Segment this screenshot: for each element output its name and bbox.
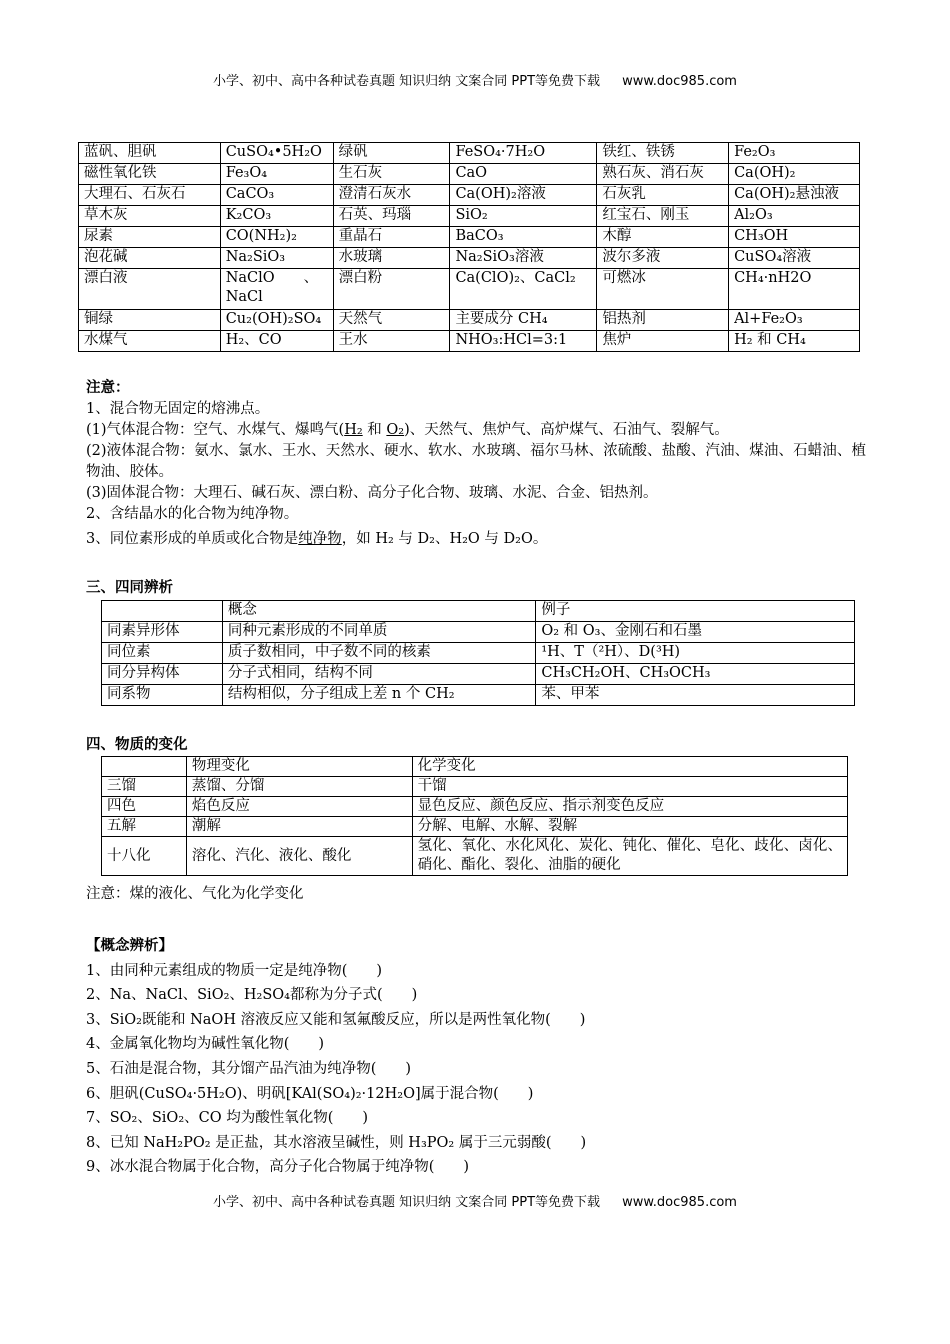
common-name-cell: 王水 [333,331,450,352]
change-header-row [102,757,848,777]
notes-line-2 [86,420,866,441]
formula-cell: Ca(OH)₂悬浊液 [729,185,860,206]
formula-cell: H₂ 和 CH₄ [729,331,860,352]
change-header-cell [102,757,187,777]
change-row [102,837,848,876]
common-name-cell: 铜绿 [79,310,221,331]
notes-line-2a: (1)气体混合物：空气、水煤气、爆鸣气( [86,422,345,438]
change-cell: 十八化 [102,837,187,876]
concept-item: 2、Na、NaCl、SiO₂、H₂SO₄都称为分子式( ) [86,987,418,1004]
common-name-cell: 泡花碱 [79,248,221,269]
formula-cell: Ca(OH)₂ [729,164,860,185]
change-cell: 蒸馏、分馏 [186,777,412,797]
common-name-cell: 铝热剂 [597,310,729,331]
change-cell: 五解 [102,817,187,837]
change-cell: 氢化、氧化、水化风化、炭化、钝化、催化、皂化、歧化、卤化、硝化、酯化、裂化、油脂的硬化 [412,837,847,876]
notes-section [86,378,866,550]
notes-line-2b: )、天然气、焦炉气、高炉煤气、石油气、裂解气。 [404,422,729,438]
notes-h2: H₂ [344,422,363,438]
substance-row [79,310,860,331]
common-name-cell: 草木灰 [79,206,221,227]
formula-cell: Ca(ClO)₂、CaCl₂ [450,269,597,310]
notes-line-5: 2、含结晶水的化合物为纯净物。 [86,506,299,522]
section4-note: 注意：煤的液化、气化为化学变化 [86,886,304,902]
notes-line-4: (3)固体混合物：大理石、碱石灰、漂白粉、高分子化合物、玻璃、水泥、合金、铝热剂。 [86,485,658,501]
formula-cell: Na₂SiO₃溶液 [450,248,597,269]
change-cell: 焰色反应 [186,797,412,817]
formula-cell: Na₂SiO₃ [220,248,333,269]
common-name-cell: 石英、玛瑙 [333,206,450,227]
common-name-cell: 大理石、石灰石 [79,185,221,206]
four-same-cell: CH₃CH₂OH、CH₃OCH₃ [536,664,855,685]
concept-item: 4、金属氧化物均为碱性氧化物( ) [86,1036,325,1053]
four-same-cell: 同种元素形成的不同单质 [222,622,536,643]
common-name-cell: 焦炉 [597,331,729,352]
change-cell: 分解、电解、水解、裂解 [412,817,847,837]
formula-cell: SiO₂ [450,206,597,227]
four-same-cell: 同位素 [102,643,223,664]
common-name-cell: 重晶石 [333,227,450,248]
formula-cell: Al+Fe₂O₃ [729,310,860,331]
change-row [102,797,848,817]
common-name-cell: 漂白液 [79,269,221,310]
concept-item: 7、SO₂、SiO₂、CO 均为酸性氧化物( ) [86,1110,369,1127]
common-name-cell: 水玻璃 [333,248,450,269]
header-text: 小学、初中、高中各种试卷真题 知识归纳 文案合同 PPT等免费下载 [213,74,601,89]
formula-cell: Cu₂(OH)₂SO₄ [220,310,333,331]
formula-cell: CH₃OH [729,227,860,248]
four-same-cell: 同分异构体 [102,664,223,685]
four-same-cell: 质子数相同，中子数不同的核素 [222,643,536,664]
formula-cell: K₂CO₃ [220,206,333,227]
formula-cell: NaClO 、NaCl [220,269,333,310]
substance-row [79,269,860,310]
common-name-cell: 石灰乳 [597,185,729,206]
formula-cell: NHO₃:HCl=3:1 [450,331,597,352]
formula-cell: Al₂O₃ [729,206,860,227]
notes-line-1: 1、混合物无固定的熔沸点。 [86,401,270,417]
notes-line-3: (2)液体混合物：氨水、氯水、王水、天然水、硬水、软水、水玻璃、福尔马林、浓硫酸、盐酸、汽油、煤油、石蜡油、植物油、胶体。 [86,443,866,480]
four-same-cell: 同系物 [102,685,223,706]
footer-url[interactable]: www.doc985.com [622,1195,737,1210]
concept-item: 1、由同种元素组成的物质一定是纯净物( ) [86,962,383,979]
common-name-cell: 磁性氧化铁 [79,164,221,185]
four-same-row [102,643,855,664]
common-name-cell: 漂白粉 [333,269,450,310]
formula-cell: Fe₂O₃ [729,143,860,164]
common-name-cell: 木醇 [597,227,729,248]
notes-line-6a: 3、同位素形成的单质或化合物是 [86,531,299,547]
formula-cell: Fe₃O₄ [220,164,333,185]
common-name-cell: 水煤气 [79,331,221,352]
common-name-cell: 铁红、铁锈 [597,143,729,164]
four-same-row [102,622,855,643]
four-same-cell: 分子式相同，结构不同 [222,664,536,685]
concept-item: 9、冰水混合物属于化合物，高分子化合物属于纯净物( ) [86,1159,470,1176]
common-name-cell: 天然气 [333,310,450,331]
common-name-cell: 尿素 [79,227,221,248]
common-name-cell: 可燃冰 [597,269,729,310]
formula-cell: H₂、CO [220,331,333,352]
common-name-cell: 熟石灰、消石灰 [597,164,729,185]
substance-row [79,227,860,248]
change-cell: 显色反应、颜色反应、指示剂变色反应 [412,797,847,817]
section4-title: 四、物质的变化 [86,737,188,753]
common-name-cell: 生石灰 [333,164,450,185]
four-same-cell: 同素异形体 [102,622,223,643]
concepts-title: 【概念辨析】 [86,938,173,954]
change-header-cell: 化学变化 [412,757,847,777]
notes-line-6 [86,529,866,550]
formula-cell: FeSO₄·7H₂O [450,143,597,164]
page-footer [0,1191,950,1210]
concept-item: 5、石油是混合物，其分馏产品汽油为纯净物( ) [86,1060,412,1077]
four-same-header-cell [102,601,223,622]
concepts-section [86,934,586,1180]
formula-cell: Ca(OH)₂溶液 [450,185,597,206]
formula-cell: 主要成分 CH₄ [450,310,597,331]
page-header [0,70,950,89]
common-name-cell: 蓝矾、胆矾 [79,143,221,164]
common-name-cell: 红宝石、刚玉 [597,206,729,227]
four-same-cell: 结构相似，分子组成上差 n 个 CH₂ [222,685,536,706]
substance-row [79,206,860,227]
four-same-row [102,685,855,706]
formula-cell: BaCO₃ [450,227,597,248]
concept-item: 3、SiO₂既能和 NaOH 溶液反应又能和氢氟酸反应，所以是两性氧化物( ) [86,1011,586,1028]
change-row [102,817,848,837]
formula-cell: CH₄·nH2O [729,269,860,310]
footer-text: 小学、初中、高中各种试卷真题 知识归纳 文案合同 PPT等免费下载 [213,1195,601,1210]
substance-row [79,248,860,269]
notes-line-6b: ，如 H₂ 与 D₂、H₂O 与 D₂O。 [341,531,548,547]
change-cell: 干馏 [412,777,847,797]
change-cell: 三馏 [102,777,187,797]
notes-title: 注意： [86,380,130,396]
change-cell: 溶化、汽化、液化、酸化 [186,837,412,876]
substance-row [79,143,860,164]
four-same-header-row [102,601,855,622]
change-cell: 四色 [102,797,187,817]
change-header-cell: 物理变化 [186,757,412,777]
four-same-cell: 苯、甲苯 [536,685,855,706]
four-same-header-cell: 例子 [536,601,855,622]
common-name-cell: 澄清石灰水 [333,185,450,206]
formula-cell: CaCO₃ [220,185,333,206]
four-same-cell: O₂ 和 O₃、金刚石和石墨 [536,622,855,643]
concept-item: 8、已知 NaH₂PO₂ 是正盐，其水溶液呈碱性，则 H₃PO₂ 属于三元弱酸( ) [86,1134,587,1151]
change-cell: 潮解 [186,817,412,837]
substance-row [79,185,860,206]
four-same-table [101,600,855,706]
changes-table [101,756,848,876]
notes-pure: 纯净物 [298,531,342,547]
section3-title: 三、四同辨析 [86,580,173,596]
notes-o2: O₂ [386,422,405,438]
substance-row [79,331,860,352]
formula-cell: CO(NH₂)₂ [220,227,333,248]
change-row [102,777,848,797]
header-url[interactable]: www.doc985.com [622,74,737,89]
four-same-header-cell: 概念 [222,601,536,622]
four-same-row [102,664,855,685]
formula-cell: CuSO₄•5H₂O [220,143,333,164]
concept-item: 6、胆矾(CuSO₄·5H₂O)、明矾[KAl(SO₄)₂·12H₂O]属于混合物( ) [86,1085,534,1102]
formula-cell: CuSO₄溶液 [729,248,860,269]
formula-cell: CaO [450,164,597,185]
substance-names-table [78,142,860,352]
four-same-cell: ¹H、T（²H）、D(³H) [536,643,855,664]
common-name-cell: 波尔多液 [597,248,729,269]
common-name-cell: 绿矾 [333,143,450,164]
substance-row [79,164,860,185]
notes-and: 和 [362,422,387,438]
